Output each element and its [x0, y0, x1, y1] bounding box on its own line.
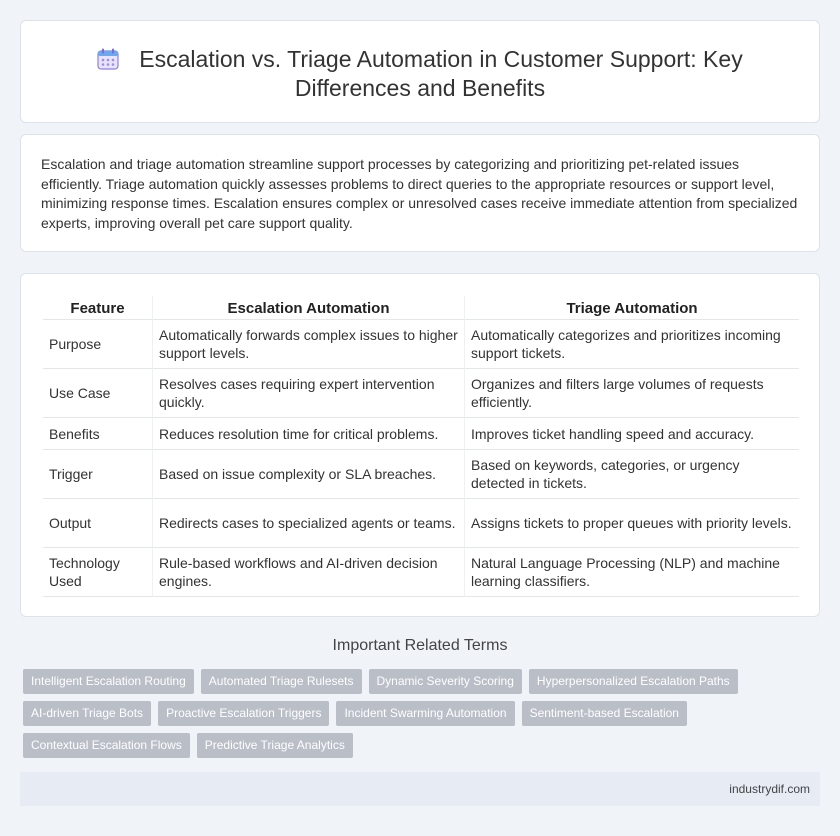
row-escalation: Automatically forwards complex issues to higher support levels.	[152, 320, 464, 369]
title-card	[20, 20, 820, 123]
related-term-tag[interactable]: Proactive Escalation Triggers	[158, 701, 329, 726]
row-escalation: Based on issue complexity or SLA breaches.	[152, 450, 464, 499]
table-row	[43, 548, 799, 597]
header-feature: Feature	[43, 296, 152, 320]
related-term-tag[interactable]: Predictive Triage Analytics	[197, 733, 353, 758]
title-wrap	[61, 45, 779, 103]
footer-site[interactable]: industrydif.com	[729, 782, 810, 796]
row-triage: Automatically categorizes and prioritizes incoming support tickets.	[464, 320, 799, 369]
tag-row	[23, 669, 813, 701]
row-triage: Improves ticket handling speed and accuracy.	[464, 418, 799, 450]
row-feature: Purpose	[43, 320, 152, 369]
related-term-tag[interactable]: AI-driven Triage Bots	[23, 701, 151, 726]
row-triage: Assigns tickets to proper queues with priority levels.	[464, 499, 799, 548]
page-title	[61, 45, 779, 103]
row-escalation: Rule-based workflows and AI-driven decision engines.	[152, 548, 464, 597]
intro-paragraph: Escalation and triage automation streamline support processes by categorizing and prioritizing pet-related issues efficiently. Triage automation quickly assesses problems to direct queries to the appropriate resources or support level, minimizing response times. Escalation ensures complex or unresolved cases receive immediate attention from specialized experts, improving overall pet care support quality.	[41, 156, 798, 231]
row-triage: Natural Language Processing (NLP) and machine learning classifiers.	[464, 548, 799, 597]
page-title-text: Escalation vs. Triage Automation in Customer Support: Key Differences and Benefits	[139, 46, 743, 101]
related-term-tag[interactable]: Contextual Escalation Flows	[23, 733, 190, 758]
related-term-tag[interactable]: Hyperpersonalized Escalation Paths	[529, 669, 738, 694]
calendar-icon	[97, 48, 119, 70]
tag-row	[23, 701, 813, 733]
comparison-table	[43, 296, 799, 597]
row-escalation: Resolves cases requiring expert intervention quickly.	[152, 369, 464, 418]
related-term-tag[interactable]: Incident Swarming Automation	[336, 701, 514, 726]
footer	[20, 772, 820, 806]
related-term-tag[interactable]: Intelligent Escalation Routing	[23, 669, 194, 694]
table-header-row	[43, 296, 799, 320]
row-feature: Use Case	[43, 369, 152, 418]
related-terms-heading: Important Related Terms	[332, 637, 508, 654]
related-terms-tags	[23, 669, 813, 765]
related-term-tag[interactable]: Dynamic Severity Scoring	[369, 669, 522, 694]
table-row	[43, 450, 799, 499]
table-row	[43, 320, 799, 369]
row-feature: Technology Used	[43, 548, 152, 597]
tag-row	[23, 733, 813, 765]
related-term-tag[interactable]: Automated Triage Rulesets	[201, 669, 362, 694]
row-triage: Organizes and filters large volumes of requests efficiently.	[464, 369, 799, 418]
header-triage: Triage Automation	[464, 296, 799, 320]
table-row	[43, 418, 799, 450]
row-feature: Output	[43, 499, 152, 548]
related-term-tag[interactable]: Sentiment-based Escalation	[522, 701, 687, 726]
header-escalation: Escalation Automation	[152, 296, 464, 320]
row-triage: Based on keywords, categories, or urgency detected in tickets.	[464, 450, 799, 499]
table-row	[43, 369, 799, 418]
row-escalation: Redirects cases to specialized agents or teams.	[152, 499, 464, 548]
intro-card	[20, 134, 820, 252]
row-feature: Benefits	[43, 418, 152, 450]
row-escalation: Reduces resolution time for critical problems.	[152, 418, 464, 450]
row-feature: Trigger	[43, 450, 152, 499]
table-row	[43, 499, 799, 548]
comparison-card	[20, 273, 820, 617]
